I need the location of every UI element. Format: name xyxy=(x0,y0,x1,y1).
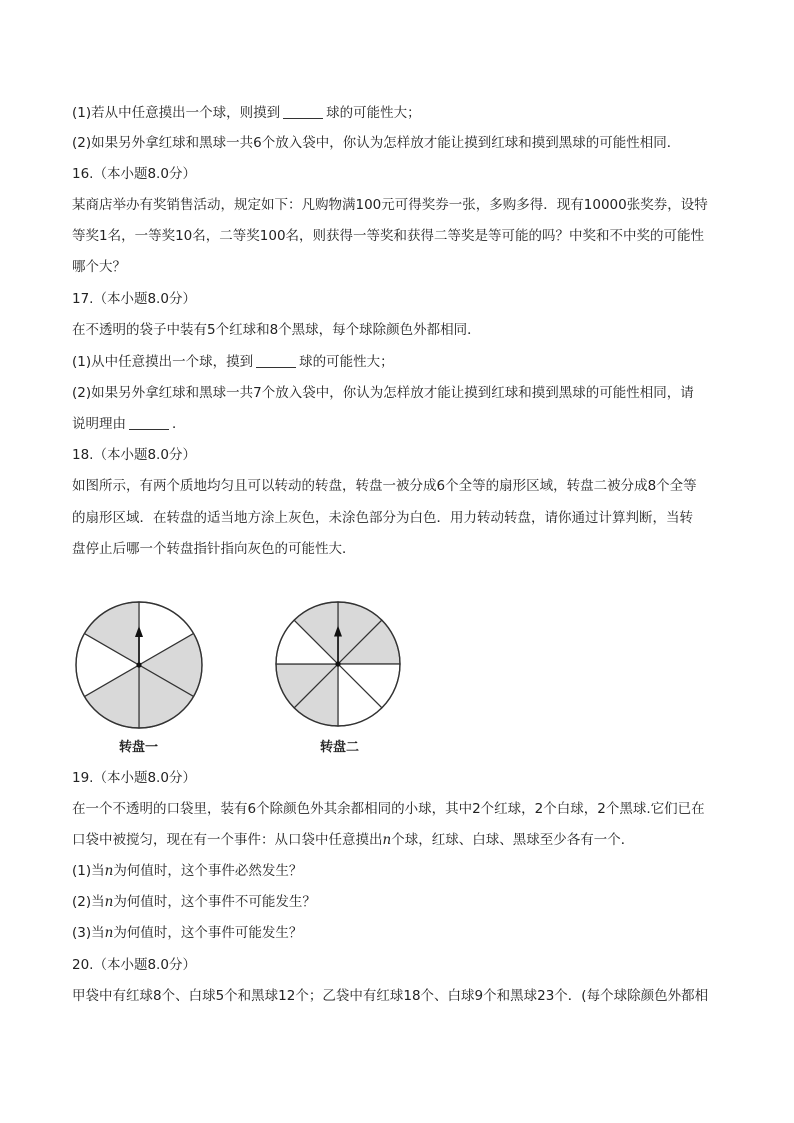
spinner-two-figure xyxy=(275,601,401,727)
answer-blank[interactable] xyxy=(129,415,169,430)
q17-part2: (2)如果另外拿红球和黑球一共7个放入袋中，你认为怎样放才能让摸到红球和摸到黑球的可能性相同，请 xyxy=(72,385,694,401)
q17-header: 17.（本小题8.0分） xyxy=(72,291,196,307)
answer-blank[interactable] xyxy=(256,353,296,368)
q16-header: 16.（本小题8.0分） xyxy=(72,166,196,182)
q19-part2: (2)当n为何值时，这个事件不可能发生？ xyxy=(72,894,316,910)
q17-part1: (1)从中任意摸出一个球，摸到 球的可能性大； xyxy=(72,354,394,370)
q16-line-1: 某商店举办有奖销售活动，规定如下：凡购物满100元可得奖券一张，多购多得．现有10000张奖券，设特 xyxy=(72,197,708,213)
spinner-one-caption: 转盘一 xyxy=(119,740,159,755)
answer-blank[interactable] xyxy=(283,104,323,119)
q17-part2-cont: 说明理由 ． xyxy=(72,416,186,432)
spinner-two-caption: 转盘二 xyxy=(320,740,360,755)
q19-part3: (3)当n为何值时，这个事件可能发生？ xyxy=(72,925,303,941)
q16-line-3: 哪个大？ xyxy=(72,259,126,275)
q18-line-1: 如图所示，有两个质地均匀且可以转动的转盘，转盘一被分成6个全等的扇形区域，转盘二被分成8个全等 xyxy=(72,478,697,494)
q18-line-2: 的扇形区域．在转盘的适当地方涂上灰色，未涂色部分为白色．用力转动转盘，请你通过计算判断，当转 xyxy=(72,510,693,526)
q19-line-1: 在一个不透明的口袋里，装有6个除颜色外其余都相同的小球，其中2个红球，2个白球，2个黑球.它们已在 xyxy=(72,801,705,817)
q19-header: 19.（本小题8.0分） xyxy=(72,770,196,786)
spinner-one-pivot xyxy=(136,662,141,667)
q15-part1: (1)若从中任意摸出一个球，则摸到 球的可能性大； xyxy=(72,105,421,121)
q15-part2: (2)如果另外拿红球和黑球一共6个放入袋中，你认为怎样放才能让摸到红球和摸到黑球的可能性相同． xyxy=(72,135,681,151)
q19-part1: (1)当n为何值时，这个事件必然发生？ xyxy=(72,863,303,879)
q20-line-1: 甲袋中有红球8个、白球5个和黑球12个；乙袋中有红球18个、白球9个和黑球23个．(每个球除颜色外都相 xyxy=(72,988,709,1004)
q16-line-2: 等奖1名，一等奖10名，二等奖100名，则获得一等奖和获得二等奖是等可能的吗？中奖和不中奖的可能性 xyxy=(72,228,705,244)
spinner-one-figure xyxy=(75,601,203,729)
q18-header: 18.（本小题8.0分） xyxy=(72,447,196,463)
q17-stem: 在不透明的袋子中装有5个红球和8个黑球，每个球除颜色外都相同． xyxy=(72,322,481,338)
q18-line-3: 盘停止后哪一个转盘指针指向灰色的可能性大． xyxy=(72,541,356,557)
q20-header: 20.（本小题8.0分） xyxy=(72,957,196,973)
q19-line-2: 口袋中被搅匀，现在有一个事件：从口袋中任意摸出n个球，红球、白球、黑球至少各有一个． xyxy=(72,832,635,848)
spinner-two-pivot xyxy=(335,661,340,666)
